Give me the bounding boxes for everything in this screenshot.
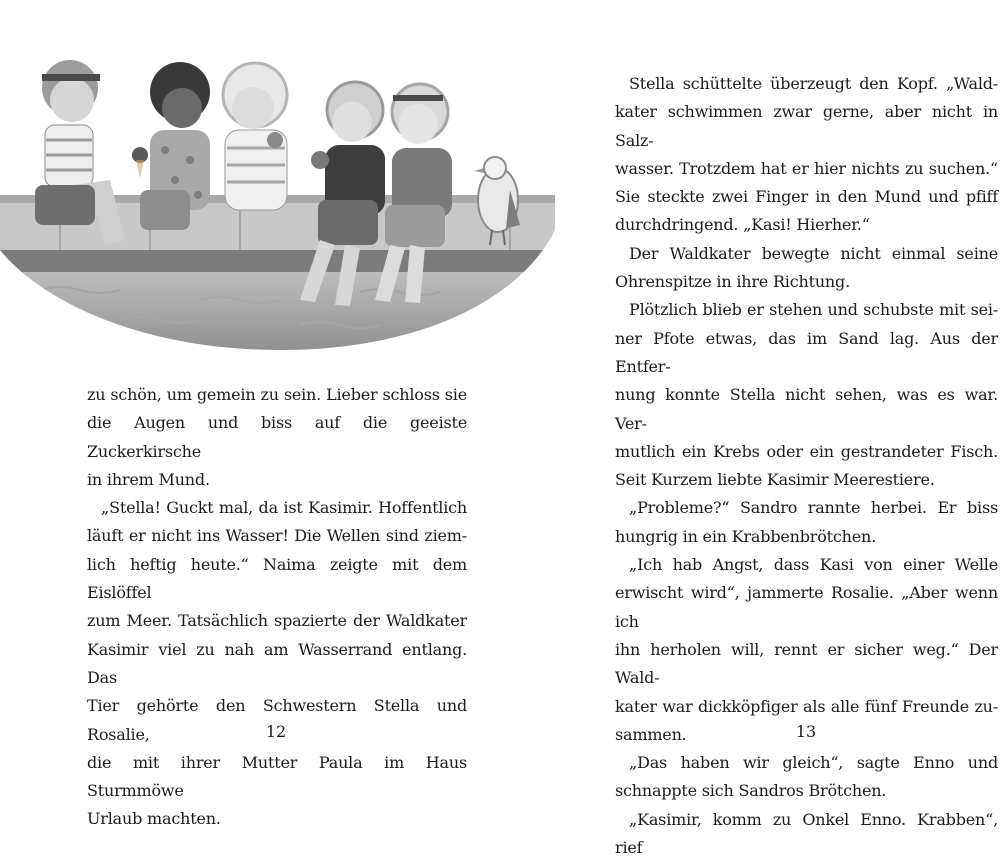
page-number: 13 [795,722,817,741]
left-page [0,0,500,829]
text-line: Ohrenspitze in ihre Richtung. [615,272,850,292]
text-line: Tier gehörte den Schwestern Stella und Rosalie, [87,696,467,744]
text-line: „Kasimir, komm zu Onkel Enno. Krabben“, rief [615,809,998,858]
text-line: nung konnte Stella nicht sehen, was es war. Ver- [615,385,998,433]
text-line: Plötzlich blieb er stehen und schubste mit sei- [629,300,998,320]
text-line: schnappte sich Sandros Brötchen. [615,781,887,801]
text-line: Der Waldkater bewegte nicht einmal seine [629,243,998,263]
text-line: ner Pfote etwas, das im Sand lag. Aus der Entfer- [615,328,998,376]
text-line: die Augen und biss auf die geeiste Zuckerkirsche [87,413,467,461]
text-line: Sie steckte zwei Finger in den Mund und pfiff [615,187,998,207]
text-line: „Probleme?“ Sandro rannte herbei. Er biss [629,498,998,518]
text-line: kater schwimmen zwar gerne, aber nicht in Salz- [615,102,998,150]
text-line: kater war dickköpfiger als alle fünf Freunde zu- [615,696,998,716]
text-line: die mit ihrer Mutter Paula im Haus Sturmmöwe [87,752,467,801]
text-line: wasser. Trotzdem hat er hier nichts zu suchen.“ [615,158,998,178]
illustration-drawing [0,0,555,352]
text-line: Stella schüttelte überzeugt den Kopf. „Wald- [629,74,998,93]
text-line: sammen. [615,724,687,744]
text-line: „Stella! Guckt mal, da ist Kasimir. Hoffentlich [101,498,467,518]
text-line: „Das haben wir gleich“, sagte Enno und [629,753,998,773]
text-line: zum Meer. Tatsächlich spazierte der Waldkater [87,611,467,631]
text-line: durchdringend. „Kasi! Hierher.“ [615,215,870,235]
right-page-text [615,70,998,862]
text-line: erwischt wird“, jammerte Rosalie. „Aber wenn ich [615,583,998,631]
right-page [500,0,1000,858]
text-line: lich heftig heute.“ Naima zeigte mit dem Eislöffel [87,554,467,603]
page-number: 12 [265,722,287,741]
illustration-girls-eating-ice-cream [0,0,555,352]
text-line: mutlich ein Krebs oder ein gestrandeter Fisch. [615,441,998,461]
text-line: Urlaub machten. [87,809,221,829]
left-page-text [87,381,467,834]
text-line: hungrig in ein Krabbenbrötchen. [615,526,877,546]
text-line: ihn herholen will, rennt er sicher weg.“ Der Wald- [615,639,998,688]
text-line: läuft er nicht ins Wasser! Die Wellen sind ziem- [87,526,467,546]
text-line: Seit Kurzem liebte Kasimir Meerestiere. [615,470,935,490]
text-line: zu schön, um gemein zu sein. Lieber schloss sie [87,385,467,404]
text-line: in ihrem Mund. [87,469,210,489]
text-line: Kasimir viel zu nah am Wasserrand entlang. Das [87,639,467,687]
text-line: „Ich hab Angst, dass Kasi von einer Welle [629,555,998,575]
